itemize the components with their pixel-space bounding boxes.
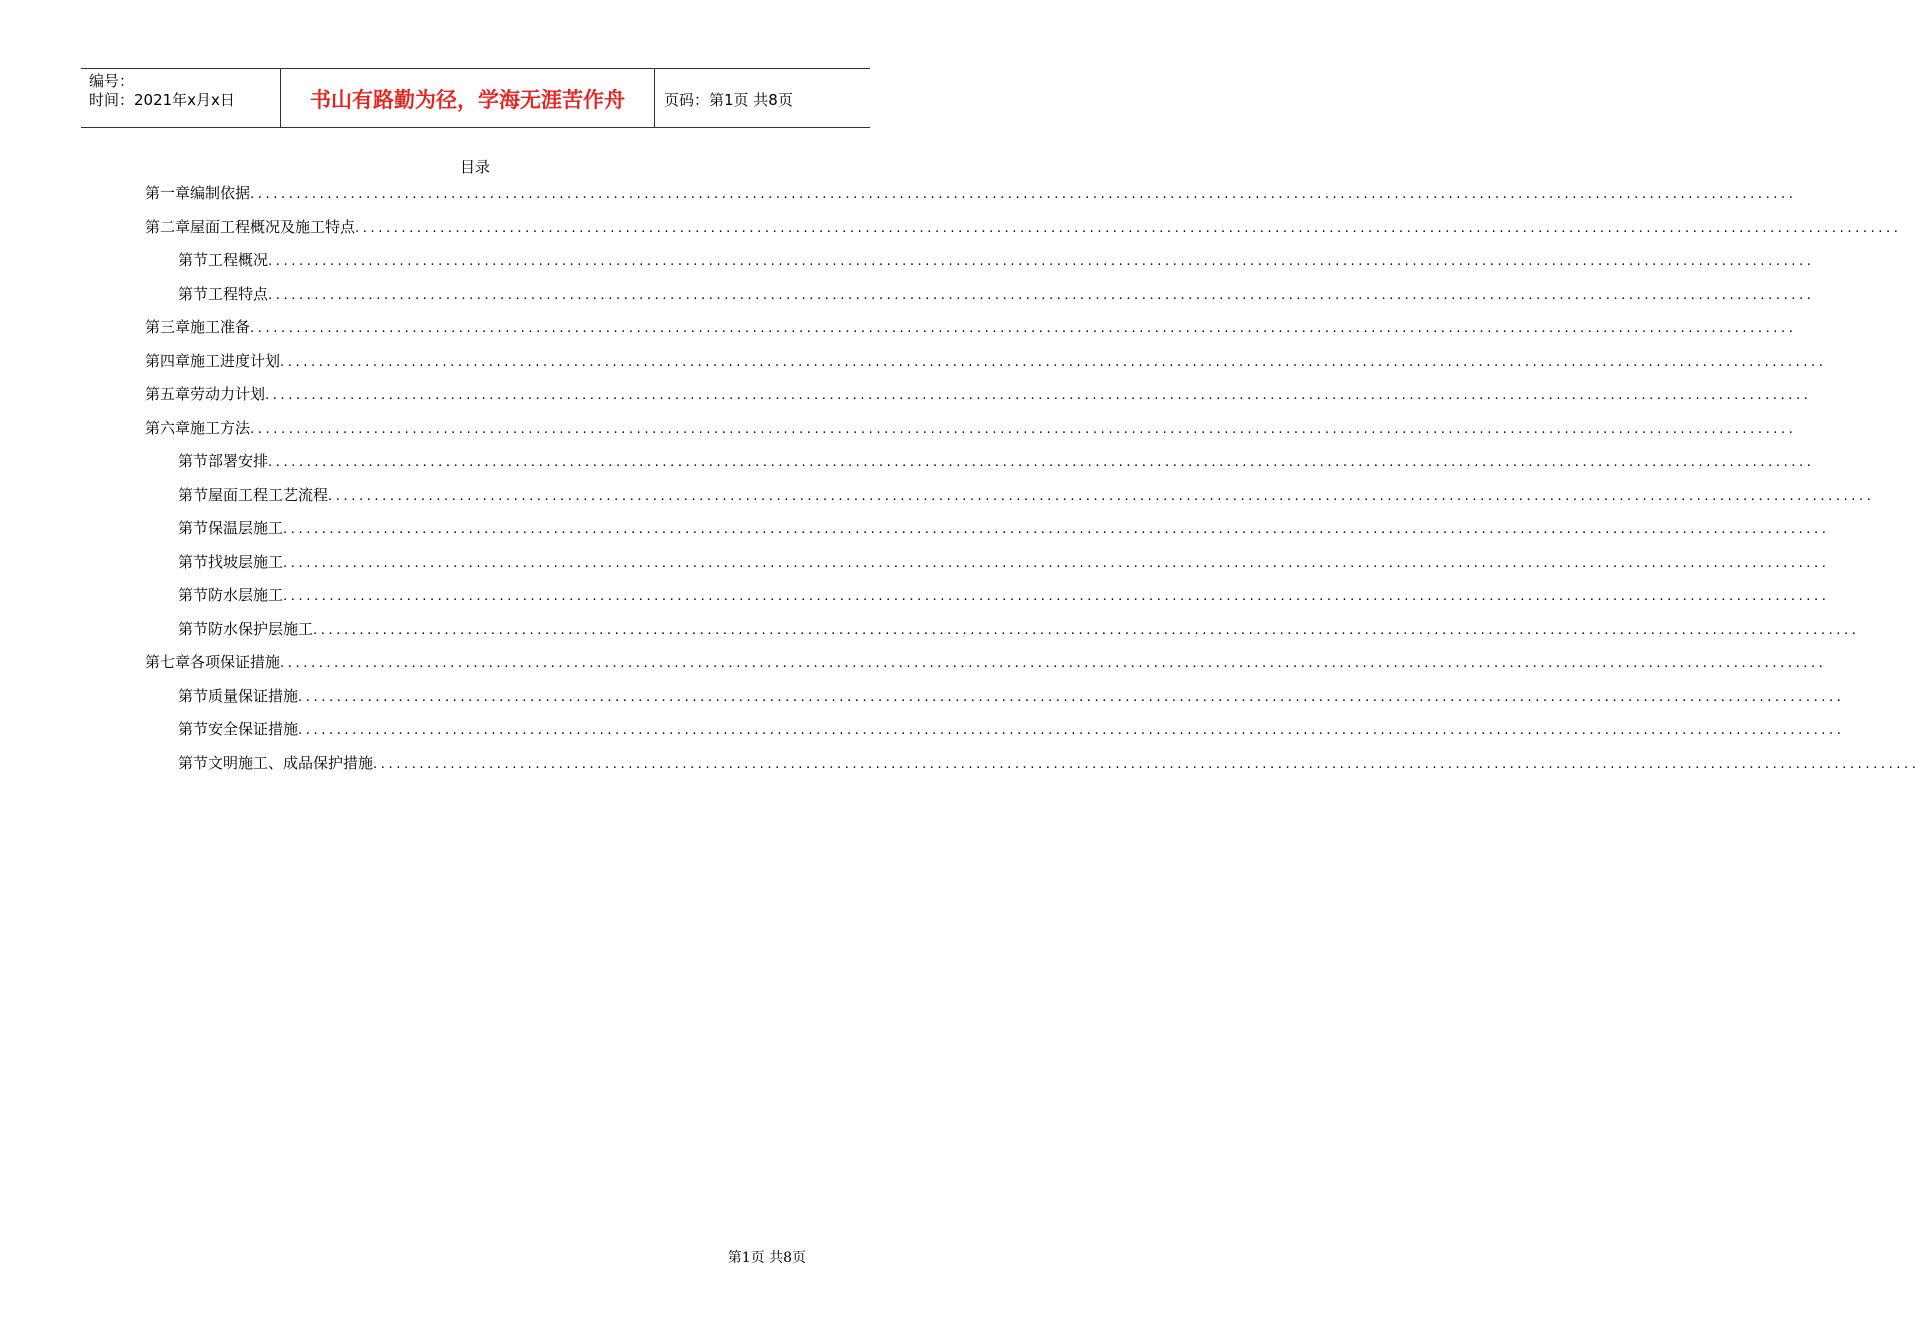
toc-entry-label: 文明施工、成品保护措施: [208, 754, 374, 772]
toc-entry[interactable]: [145, 350, 1827, 372]
toc-entry-prefix: 第节: [178, 620, 209, 638]
toc-entry-leader-dots: ........................................................................................................................................................................................................: [250, 422, 1797, 437]
toc-entry-leader-dots: ........................................................................................................................................................................................................: [283, 589, 1830, 604]
toc-entry-label: 编制依据: [190, 184, 251, 202]
toc-entry-label: 施工进度计划: [190, 352, 281, 370]
toc-entry[interactable]: [178, 718, 1845, 740]
toc-entry-leader-dots: ........................................................................................................................................................................................................: [268, 455, 1815, 470]
toc-entry[interactable]: [178, 618, 1860, 640]
toc-entry[interactable]: [178, 551, 1830, 573]
toc-entry[interactable]: [145, 383, 1812, 405]
toc-entry-label: 工程概况: [208, 251, 269, 269]
footer-page-number: 第1页 共8页: [727, 1250, 806, 1266]
toc-entry[interactable]: [178, 685, 1845, 707]
toc-entry-leader-dots: ........................................................................................................................................................................................................: [355, 221, 1902, 236]
toc-title: 目录: [459, 158, 490, 176]
toc-entry-prefix: 第节: [178, 720, 209, 738]
toc-entry-prefix: 第七章: [145, 653, 191, 671]
toc-entry-label: 劳动力计划: [190, 385, 266, 403]
toc-entry-prefix: 第节: [178, 687, 209, 705]
document-header: [81, 68, 870, 128]
toc-entry[interactable]: [178, 517, 1830, 539]
toc-entry[interactable]: [145, 651, 1827, 673]
toc-entry-prefix: 第节: [178, 754, 209, 772]
toc-entry[interactable]: [178, 484, 1875, 506]
toc-entry[interactable]: [178, 283, 1815, 305]
toc-entry-prefix: 第节: [178, 452, 209, 470]
toc-entry[interactable]: [178, 450, 1815, 472]
toc-entry-label: 部署安排: [208, 452, 269, 470]
toc-entry-prefix: 第节: [178, 519, 209, 537]
toc-entry-leader-dots: ........................................................................................................................................................................................................: [328, 489, 1875, 504]
header-page-number: 页码：第1页 共8页: [664, 90, 793, 109]
toc-entry-label: 施工准备: [190, 318, 251, 336]
toc-entry[interactable]: [178, 584, 1830, 606]
toc-entry[interactable]: [178, 249, 1815, 271]
toc-entry-leader-dots: ........................................................................................................................................................................................................: [265, 388, 1812, 403]
toc-entry-label: 屋面工程工艺流程: [208, 486, 329, 504]
toc-entry[interactable]: [145, 417, 1797, 439]
toc-entry-leader-dots: ........................................................................................................................................................................................................: [280, 355, 1827, 370]
toc-entry-prefix: 第一章: [145, 184, 191, 202]
toc-entry-prefix: 第节: [178, 486, 209, 504]
toc-entry-label: 安全保证措施: [208, 720, 299, 738]
header-meta-cell: [81, 69, 281, 127]
document-number-label: 编号：: [89, 72, 135, 90]
toc-entry-label: 施工方法: [190, 419, 251, 437]
toc-entry[interactable]: [178, 752, 1920, 774]
toc-entry-label: 找坡层施工: [208, 553, 284, 571]
toc-entry-label: 防水保护层施工: [208, 620, 314, 638]
toc-entry-prefix: 第节: [178, 586, 209, 604]
toc-entry-prefix: 第节: [178, 553, 209, 571]
toc-entry[interactable]: [145, 316, 1797, 338]
header-motto: 书山有路勤为径，学海无涯苦作舟: [281, 69, 655, 127]
toc-entry-prefix: 第五章: [145, 385, 191, 403]
toc-entry-prefix: 第节: [178, 285, 209, 303]
toc-entry-prefix: 第四章: [145, 352, 191, 370]
toc-entry-leader-dots: ........................................................................................................................................................................................................: [298, 690, 1845, 705]
toc-entry-prefix: 第三章: [145, 318, 191, 336]
document-date-label: 时间：2021年x月x日: [89, 91, 235, 109]
toc-entry-label: 防水层施工: [208, 586, 284, 604]
toc-entry-leader-dots: ........................................................................................................................................................................................................: [268, 254, 1815, 269]
toc-entry-label: 屋面工程概况及施工特点: [190, 218, 356, 236]
toc-entry-leader-dots: ........................................................................................................................................................................................................: [268, 288, 1815, 303]
toc-entry-label: 各项保证措施: [190, 653, 281, 671]
toc-entry[interactable]: [145, 182, 1797, 204]
toc-entry-leader-dots: ........................................................................................................................................................................................................: [298, 723, 1845, 738]
toc-entry-leader-dots: ........................................................................................................................................................................................................: [283, 522, 1830, 537]
toc-entry-label: 工程特点: [208, 285, 269, 303]
toc-entry-leader-dots: ........................................................................................................................................................................................................: [250, 187, 1797, 202]
toc-entry-leader-dots: ........................................................................................................................................................................................................: [250, 321, 1797, 336]
toc-entry-prefix: 第节: [178, 251, 209, 269]
toc-entry-label: 保温层施工: [208, 519, 284, 537]
toc-entry[interactable]: [145, 216, 1902, 238]
toc-entry-leader-dots: ........................................................................................................................................................................................................: [373, 757, 1920, 772]
toc-entry-leader-dots: ........................................................................................................................................................................................................: [280, 656, 1827, 671]
toc-entry-prefix: 第六章: [145, 419, 191, 437]
toc-entry-leader-dots: ........................................................................................................................................................................................................: [313, 623, 1860, 638]
toc-entry-prefix: 第二章: [145, 218, 191, 236]
toc-entry-leader-dots: ........................................................................................................................................................................................................: [283, 556, 1830, 571]
toc-entry-label: 质量保证措施: [208, 687, 299, 705]
